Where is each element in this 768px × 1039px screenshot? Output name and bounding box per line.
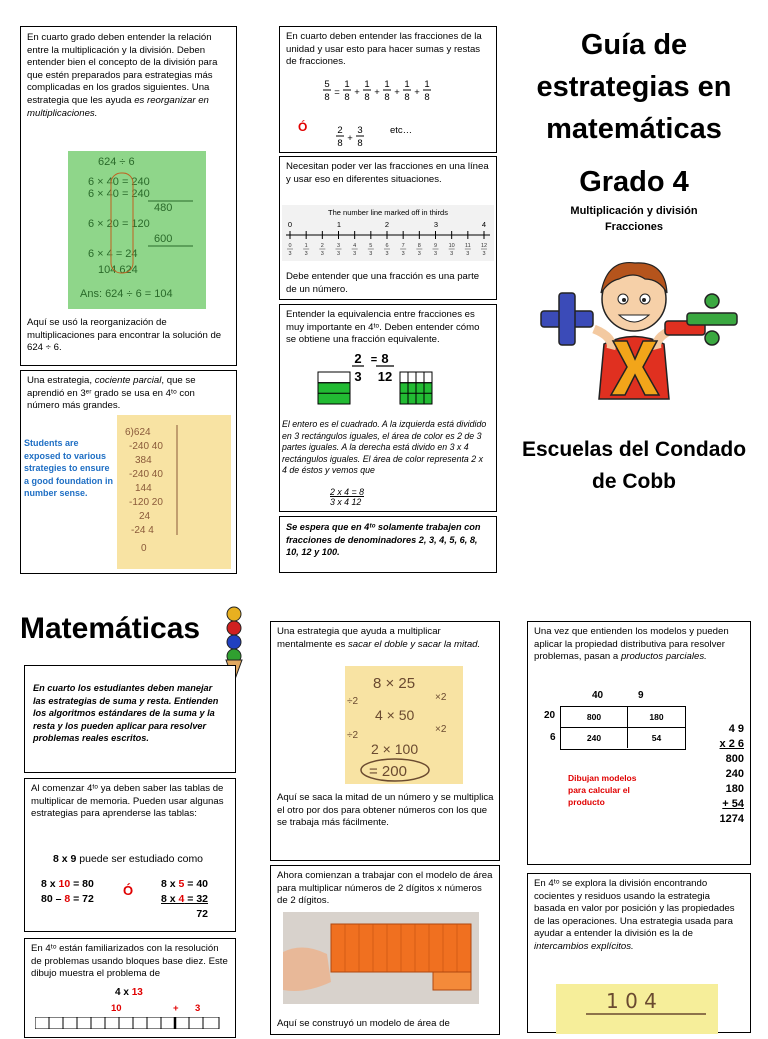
times-tables-left: 8 x 10 = 80 80 – 8 = 72: [41, 878, 94, 905]
draw-models-note: Dibujan modelos para calcular el producto: [568, 773, 637, 807]
svg-text:8: 8: [424, 92, 430, 103]
photo-line: 600: [154, 233, 173, 245]
tick-numerator: 4: [353, 243, 357, 249]
or-label: Ó: [123, 883, 134, 898]
base-ten-grid: [35, 1017, 225, 1029]
division-exchanges-box: [527, 873, 751, 1033]
svg-text:8: 8: [357, 138, 363, 149]
svg-text:12: 12: [377, 369, 393, 384]
label-three: 3: [195, 1003, 201, 1014]
svg-text:1: 1: [384, 79, 390, 90]
addition-subtraction-box: [24, 665, 236, 773]
tick-numerator: 2: [320, 243, 324, 249]
photo-line: 1 0 4: [606, 989, 657, 1013]
reorganize-photo: [68, 151, 206, 309]
whole-label: 0: [287, 220, 293, 229]
tick-numerator: 9: [433, 243, 438, 249]
photo-line: 0: [141, 543, 147, 554]
photo-line: ÷2: [347, 696, 359, 707]
svg-text:3: 3: [357, 125, 363, 136]
denominators-text: Se espera que en 4ᵗᵒ solamente trabajen con fracciones de denominadores 2, 3, 4, 5, 6, 8, 10, 12 y 100.: [286, 522, 481, 558]
school-name: [500, 434, 768, 498]
cell-800: 800: [561, 707, 628, 728]
grade-title: Grado 4: [579, 166, 689, 198]
svg-text:2: 2: [337, 125, 343, 136]
base-ten-blocks-photo: [283, 912, 479, 1004]
equivalent-text: Entender la equivalencia entre fracciones es muy importante en 4ᵗᵒ. Deben entender cómo se obtiene una fracción equivalente.: [286, 309, 480, 346]
times-tables-main: 8 x 9 puede ser estudiado como: [53, 853, 204, 865]
area-model-grid: [560, 706, 686, 750]
col-9: 9: [638, 690, 644, 701]
etc-label: etc…: [390, 125, 413, 136]
cover-title-line: estrategias en: [536, 71, 732, 103]
photo-line: -120 20: [129, 497, 163, 508]
base-ten-box: [24, 938, 236, 1038]
tick-denominator: 3: [353, 251, 357, 257]
cover-title-line: matemáticas: [546, 113, 722, 145]
whole-label: 3: [433, 220, 439, 229]
frac-top: 2 x 4 = 8: [330, 487, 364, 497]
photo-line: 104 624: [98, 264, 138, 276]
calc-line: 240: [725, 768, 744, 780]
whole-label: 4: [481, 220, 487, 229]
strategies-note: Students are exposed to various strategies to ensure a good foundation in number sense.: [24, 438, 113, 499]
svg-text:8: 8: [384, 92, 390, 103]
photo-line: 144: [135, 483, 152, 494]
frac-bottom: 3 x 4 12: [330, 497, 362, 507]
subtitle-2: Fracciones: [604, 221, 664, 233]
photo-line: 6)624: [125, 427, 151, 438]
partial-quotient-photo: [117, 415, 231, 569]
base-ten-problem: 4 x 13: [115, 987, 143, 998]
photo-line: 384: [135, 455, 152, 466]
photo-line: ÷2: [347, 730, 359, 741]
photo-line: 8 × 25: [373, 675, 416, 692]
photo-line: ×2: [435, 692, 447, 703]
col-40: 40: [592, 690, 604, 701]
photo-line: -240 40: [129, 441, 163, 452]
or-label: Ó: [298, 120, 308, 134]
calc-line: 4 9: [728, 723, 744, 735]
photo-line: 480: [154, 202, 173, 214]
partial-quotient-text: Una estrategia, cociente parcial, que se aprendió en 3ᵉʳ grado se usa en 4ᵗᵒ con número más grandes.: [27, 375, 196, 412]
cell-54: 54: [651, 733, 662, 743]
division-exchanges-text: En 4ᵗᵒ se explora la división encontrando cocientes y residuos usando la estrategia basada en valor por posición y las propiedades de las operaciones. Una estrategia usada para ayudar a entender la división es la de intercambios explícitos.: [534, 878, 735, 952]
tick-denominator: 3: [336, 251, 341, 257]
reorganize-handwriting: [68, 151, 206, 309]
boy-math-symbols-illustration: [519, 249, 749, 409]
tick-numerator: 1: [304, 243, 308, 249]
double-half-caption: Aquí se saca la mitad de un número y se multiplica el otro por dos para obtener números con los que se trabaja más fácilmente.: [277, 792, 494, 829]
svg-text:8: 8: [324, 92, 330, 103]
unit-fraction-sums: [284, 75, 494, 155]
photo-line: -240 40: [129, 469, 163, 480]
reorganize-text: En cuarto grado deben entender la relación entre la multiplicación y la división. Deben entender bien el concepto de la división para que estén preparados para estrategias más complicadas en los grados siguientes. Una estrategia que les ayuda es reorganizar en multiplicaciones.: [27, 32, 218, 119]
calc-line: 1274: [719, 813, 744, 825]
equivalent-diagram: [282, 349, 492, 409]
tick-numerator: 6: [385, 243, 389, 249]
double-half-box: [270, 621, 500, 861]
svg-text:5: 5: [324, 79, 330, 90]
svg-text:1: 1: [404, 79, 410, 90]
cell-240: 240: [561, 728, 628, 748]
svg-text:3: 3: [354, 369, 362, 384]
unit-fractions-text: En cuarto deben entender las fracciones de la unidad y usar esto para hacer sumas y restas de fracciones.: [286, 31, 482, 68]
number-line-box: [279, 156, 497, 300]
tick-numerator: 8: [417, 243, 421, 249]
photo-line: 6 × 40 = 240: [88, 188, 150, 200]
school-line-2: de Cobb: [592, 470, 676, 493]
partial-products-box: [527, 621, 751, 865]
photo-line: = 200: [369, 763, 407, 780]
area-model-photo: [283, 912, 479, 1004]
tick-numerator: 3: [336, 243, 341, 249]
tick-denominator: 3: [450, 251, 454, 257]
tick-denominator: 3: [320, 251, 324, 257]
double-half-photo: [345, 666, 463, 784]
number-line-title: The number line marked off in thirds: [328, 208, 448, 217]
times-tables-box: [24, 778, 236, 932]
reorganize-caption: Aquí se usó la reorganización de multiplicaciones para encontrar la solución de 624 ÷ 6.: [27, 317, 222, 354]
equals-sign: =: [370, 354, 378, 366]
equivalent-explanation: El entero es el cuadrado. A la izquierda está dividido en 3 rectángulos iguales, el área de color es 2 de 3 partes iguales. A la derecha está divido en 3 x 4 rectángulos iguales. El área de color representa 2 x 4 de éstos y vemos que: [282, 419, 487, 476]
photo-line: 24: [139, 511, 151, 522]
label-plus: +: [173, 1003, 179, 1014]
area-model-caption: Aquí se construyó un modelo de área de: [277, 1018, 450, 1029]
partial-products-calc: [680, 722, 744, 827]
svg-text:8: 8: [364, 92, 370, 103]
matematicas-heading: Matemáticas: [20, 612, 201, 645]
tick-denominator: 3: [466, 251, 470, 257]
tick-denominator: 3: [288, 251, 292, 257]
svg-text:+: +: [374, 87, 380, 98]
tick-denominator: 3: [482, 251, 486, 257]
tick-numerator: 0: [288, 243, 292, 249]
calc-line: + 54: [722, 798, 744, 810]
calc-line: 800: [725, 753, 744, 765]
division-photo: [556, 984, 718, 1034]
tick-denominator: 3: [417, 251, 421, 257]
partial-quotient-box: [20, 370, 237, 574]
photo-line: 6 × 20 = 120: [88, 218, 150, 230]
row-6: 6: [550, 732, 556, 743]
svg-text:8: 8: [337, 138, 343, 149]
times-tables-right: 8 x 5 = 40 8 x 4 = 32 72: [161, 878, 209, 920]
photo-line: 4 × 50: [375, 707, 415, 723]
division-handwriting: [556, 984, 718, 1034]
whole-label: 1: [336, 220, 342, 229]
label-ten: 10: [111, 1003, 122, 1014]
tick-denominator: 3: [401, 251, 405, 257]
photo-line: Ans: 624 ÷ 6 = 104: [80, 288, 173, 300]
svg-text:+: +: [347, 133, 353, 144]
tick-denominator: 3: [385, 251, 389, 257]
number-line-text: Necesitan poder ver las fracciones en una línea y usar eso en diferentes situaciones.: [286, 161, 489, 185]
reorganize-multiplication-box: [20, 26, 237, 366]
whole-label: 2: [384, 220, 390, 229]
svg-text:1: 1: [364, 79, 370, 90]
svg-text:+: +: [414, 87, 420, 98]
svg-text:+: +: [394, 87, 400, 98]
number-line-caption: Debe entender que una fracción es una parte de un número.: [286, 271, 480, 295]
svg-text:+: +: [354, 87, 360, 98]
photo-line: ×2: [435, 724, 447, 735]
cover-title-line: Guía de: [580, 29, 688, 61]
svg-text:8: 8: [381, 351, 389, 366]
school-line-1: Escuelas del Condado: [521, 438, 747, 461]
svg-text:2: 2: [354, 351, 362, 366]
area-model-box: [270, 865, 500, 1035]
photo-line: 2 × 100: [371, 741, 419, 757]
double-half-text: Una estrategia que ayuda a multiplicar mentalmente es sacar el doble y sacar la mitad.: [277, 626, 481, 650]
row-20: 20: [544, 710, 556, 721]
denominators-box: [279, 516, 497, 573]
tick-numerator: 5: [369, 243, 373, 249]
tick-numerator: 12: [480, 243, 488, 249]
number-line-diagram: [282, 205, 494, 261]
subtitle-1: Multiplicación y división: [570, 205, 698, 217]
cell-180: 180: [628, 707, 685, 728]
unit-fractions-box: [279, 26, 497, 153]
calc-line: 180: [725, 783, 744, 795]
tick-denominator: 3: [433, 251, 438, 257]
cover-title: [500, 24, 768, 150]
svg-text:8: 8: [404, 92, 410, 103]
photo-line: -24 4: [131, 525, 154, 536]
tick-numerator: 11: [464, 243, 471, 249]
cover-panel: [500, 22, 768, 522]
tick-numerator: 7: [401, 243, 405, 249]
svg-text:8: 8: [344, 92, 350, 103]
tick-denominator: 3: [304, 251, 308, 257]
calc-line: x 2 6: [719, 738, 744, 750]
times-tables-text: Al comenzar 4ᵗᵒ ya deben saber las tablas de multiplicar de memoria. Pueden usar algunas estrategias para aprenderse las tablas:: [31, 783, 224, 820]
equivalent-fractions-box: [279, 304, 497, 512]
area-model-text: Ahora comienzan a trabajar con el modelo de área para multiplicar números de 2 dígitos x números de 2 dígitos.: [277, 870, 493, 907]
partial-quotient-handwriting: [117, 415, 231, 569]
svg-text:1: 1: [424, 79, 430, 90]
addition-subtraction-text: En cuarto los estudiantes deben manejar las estrategias de suma y resta. Entienden los algoritmos estándares de la suma y la resta y los pueden aplicar para resolver problemas reales escritos.: [33, 683, 219, 744]
double-half-handwriting: [345, 666, 463, 784]
equivalent-fraction-result: [330, 487, 364, 507]
tick-numerator: 10: [448, 243, 455, 249]
photo-line: 6 × 4 = 24: [88, 248, 138, 260]
svg-text:=: =: [334, 87, 340, 98]
photo-line: 624 ÷ 6: [98, 156, 135, 168]
tick-denominator: 3: [369, 251, 373, 257]
svg-text:1: 1: [344, 79, 350, 90]
base-ten-text: En 4ᵗᵒ están familiarizados con la resolución de problemas usando bloques base diez. Este dibujo muestra el problema de: [31, 943, 228, 980]
photo-line: 6 × 40 = 240: [88, 176, 150, 188]
partial-products-text: Una vez que entienden los modelos y pueden aplicar la propiedad distributiva para resolver problemas, pasan a productos parciales.: [534, 626, 729, 663]
